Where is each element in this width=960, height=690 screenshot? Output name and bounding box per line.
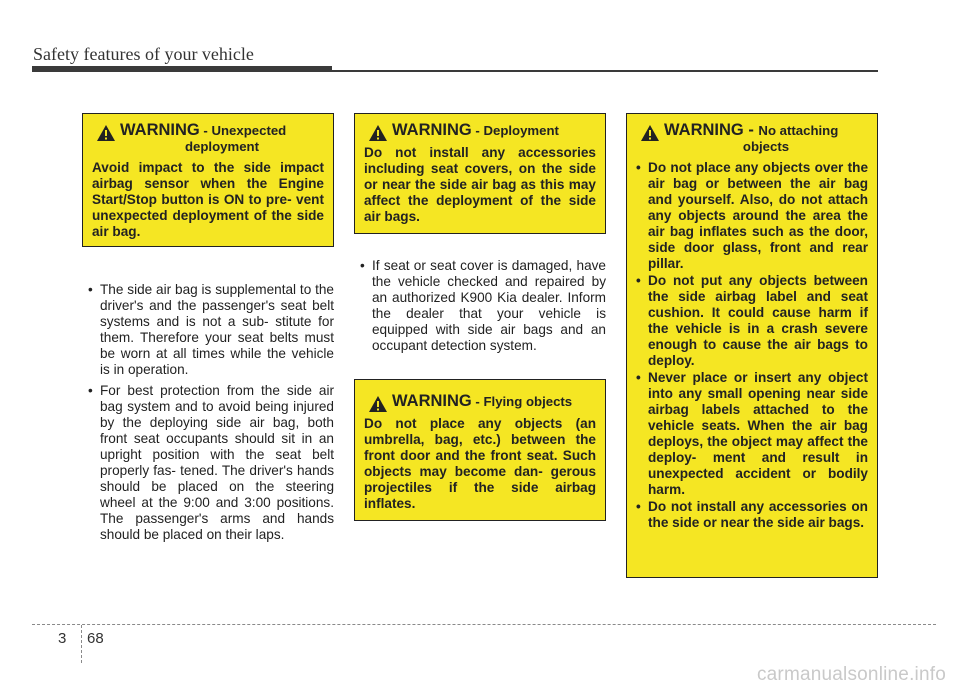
warning-box-deployment bbox=[354, 113, 606, 234]
warning-subtitle: - Deployment bbox=[471, 123, 559, 138]
page-header-title: Safety features of your vehicle bbox=[33, 44, 254, 64]
warning-text: Do not place any objects (an umbrella, bag, etc.) between the front door and the front seat. Such objects may become dan- gerous projectiles if the side airbag inflates. bbox=[364, 416, 596, 511]
warning-subtitle: No attaching bbox=[758, 123, 839, 138]
body-list-item: • For best protection from the side air bag system and to avoid being injured by the deploying side air bag, both front seat occupants should sit in an upright position with the seat belt properly fas- tened. The driver's hands should be placed on the steering wheel at the 9:00 and 3:00 positions. The passenger's arms and hands should be placed on their laps. bbox=[82, 383, 334, 543]
warning-list-item: • Do not put any objects between the side airbag label and seat cushion. It could cause harm if the vehicle is in a crash severe enough to cause the air bags to deploy. bbox=[636, 273, 868, 369]
middle-column-list bbox=[354, 258, 606, 359]
warning-box-flying-objects bbox=[354, 379, 606, 521]
warning-text: Do not install any accessories including seat covers, on the side or near the side air bag as this may affect the deployment of the side air bags. bbox=[364, 145, 596, 224]
body-list-item: • The side air bag is supplemental to the driver's and the passenger's seat belt systems and is not a sub- stitute for them. Therefore your seat belts must be worn at all times while the vehicle is in operation. bbox=[82, 282, 334, 378]
watermark-text: carmanualsonline.info bbox=[756, 664, 946, 685]
warning-label: WARNING bbox=[392, 392, 472, 410]
left-column-list bbox=[82, 282, 334, 548]
warning-triangle-icon bbox=[368, 395, 388, 413]
warning-list-item: • Never place or insert any object into any small opening near side airbag labels attached to the vehicle seats. When the air bag deploys, the object may affect the deploy- ment and result in unexpected accident or bodily harm. bbox=[636, 370, 868, 498]
chapter-number: 3 bbox=[58, 630, 67, 647]
warning-heading bbox=[92, 122, 324, 154]
warning-heading bbox=[636, 122, 868, 154]
warning-subtitle: - Flying objects bbox=[471, 394, 573, 409]
warning-text: Avoid impact to the side impact airbag sensor when the Engine Start/Stop button is ON to pre- vent unexpected deployment of the side air bag. bbox=[92, 160, 324, 239]
warning-list-item: • Do not install any accessories on the side or near the side air bags. bbox=[636, 499, 868, 531]
body-list-item: • If seat or seat cover is damaged, have the vehicle checked and repaired by an authorized K900 Kia dealer. Inform the dealer that your vehicle is equipped with side air bags and an occupant detection system. bbox=[354, 258, 606, 354]
warning-label: WARNING bbox=[120, 121, 200, 139]
warning-label: WARNING bbox=[392, 121, 472, 139]
warning-list-item: • Do not place any objects over the air bag or between the air bag and yourself. Also, do not attach any objects around the area the air bag inflates such as the door, side door glass, front and rear pillar. bbox=[636, 160, 868, 272]
header-rule-thin bbox=[32, 70, 878, 72]
warning-box-no-attaching-objects bbox=[626, 113, 878, 578]
warning-subtitle-line2: deployment bbox=[184, 139, 259, 154]
warning-box-unexpected-deployment bbox=[82, 113, 334, 247]
warning-list bbox=[636, 160, 868, 531]
warning-triangle-icon bbox=[368, 124, 388, 142]
warning-heading bbox=[364, 393, 596, 410]
warning-triangle-icon bbox=[640, 124, 660, 142]
warning-subtitle: - Unexpected bbox=[199, 123, 287, 138]
warning-label: WARNING - bbox=[664, 121, 759, 139]
warning-subtitle-line2: objects bbox=[742, 139, 790, 154]
footer-rule bbox=[32, 624, 936, 625]
footer-divider bbox=[81, 625, 82, 663]
page-number: 68 bbox=[87, 630, 104, 647]
warning-triangle-icon bbox=[96, 124, 116, 142]
warning-heading bbox=[364, 122, 596, 139]
